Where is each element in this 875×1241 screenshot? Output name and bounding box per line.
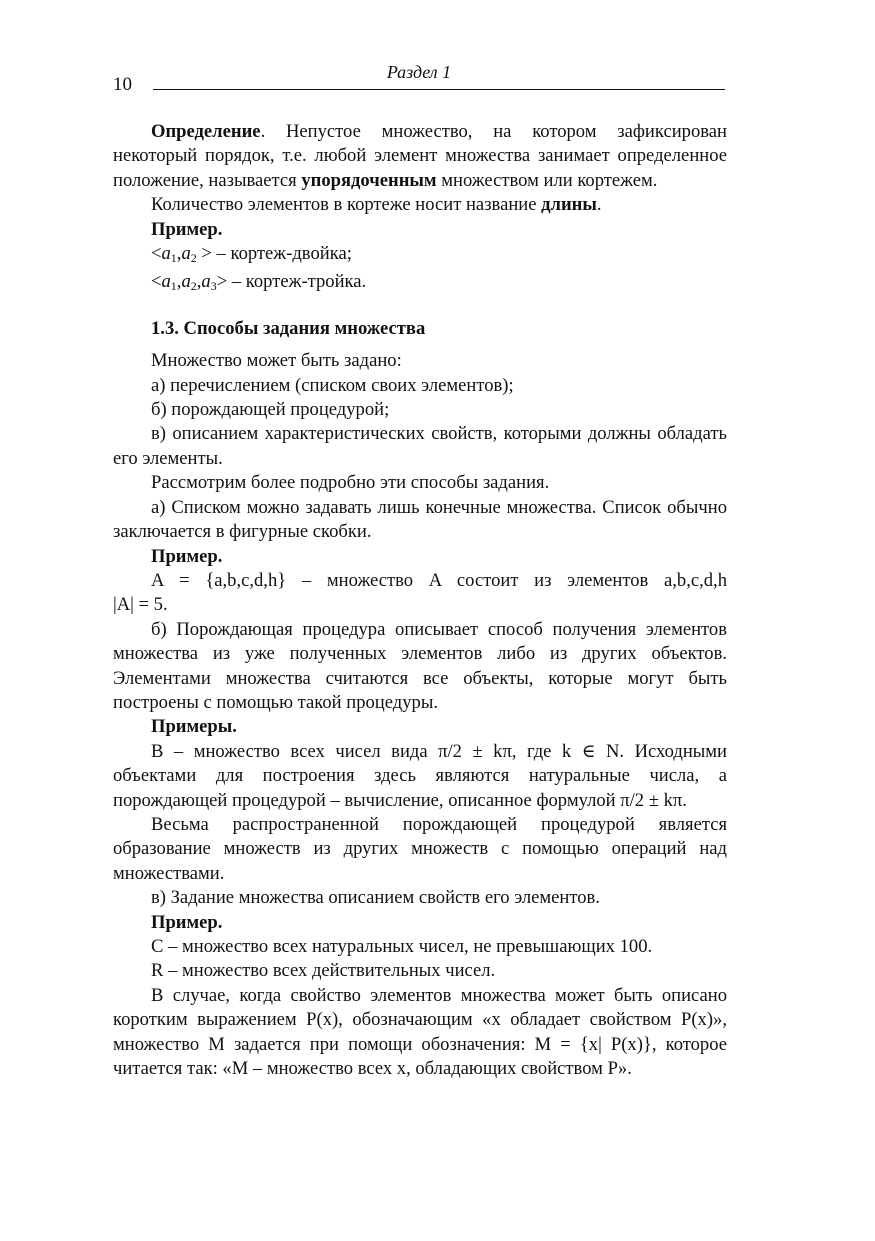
- definition-term: Определение: [151, 121, 261, 142]
- method-item-b: б) порождающей процедурой;: [151, 399, 390, 421]
- example-2-line-1-text: A = {a,b,c,d,h} – множество A состоит из элементов a,b,c,d,h: [151, 569, 727, 591]
- section-heading: 1.3. Способы задания множества: [151, 317, 426, 339]
- examples-3-text: B – множество всех чисел вида π/2 ± kπ, где k ∈ N. Исходными объектами для построения здесь являются натуральные числа, а порождающей процедурой – вычисление, описанное формулой π/2 ± kπ.: [113, 740, 727, 811]
- definition-text-2: множеством или кортежем.: [436, 169, 658, 191]
- length-text: Количество элементов в кортеже носит название: [151, 194, 542, 216]
- definition-paragraph: [113, 120, 727, 193]
- procedure-paragraph: б) Порождающая процедура описывает способ получения элементов множества из уже полученных элементов либо из других объектов. Элементами множества считаются все объекты, которые могут быть построены с помощью такой процедуры.: [113, 618, 727, 713]
- definition-text-1: . Непустое множество, на котором зафиксирован некоторый порядок, т.е. любой элемент множества занимает определенное положение, называется: [113, 121, 727, 191]
- final-paragraph: В случае, когда свойство элементов множества может быть описано коротким выражением P(x), обозначающим «x обладает свойством P(x)», множество M задается при помощи обозначения: M = {x| P(x)}, которое читается так: «M – множество всех x, обладающих свойством P».: [113, 984, 727, 1080]
- method-item-a: а) перечислением (списком своих элементов);: [151, 374, 514, 396]
- list-paragraph: а) Списком можно задавать лишь конечные множества. Список обычно заключается в фигурные скобки.: [113, 496, 727, 543]
- definition-bold-word: упорядоченным: [301, 169, 437, 191]
- methods-more: Рассмотрим более подробно эти способы задания.: [151, 472, 550, 494]
- example-2-line-2: |A| = 5.: [113, 594, 168, 616]
- method-item-c: в) описанием характеристических свойств, которыми должны обладать его элементы.: [113, 423, 727, 469]
- example-4-label: Пример.: [151, 911, 223, 933]
- page-header: [113, 62, 725, 102]
- length-paragraph: [113, 193, 727, 217]
- tuple-2-desc: – кортеж-двойка;: [211, 243, 352, 265]
- header-rule: [153, 89, 725, 90]
- operations-paragraph: Весьма распространенной порождающей процедурой является образование множеств из других множеств с помощью операций над множествами.: [113, 813, 727, 884]
- methods-intro: Множество может быть задано:: [151, 350, 402, 372]
- example-2-line-1: [113, 569, 727, 593]
- length-end: .: [596, 194, 602, 216]
- page-number: 10: [113, 74, 132, 95]
- tuple-2-line: $<a_1,a_2$ > – кортеж-двойка;: [151, 243, 352, 266]
- example-4-line-2: R – множество всех действительных чисел.: [151, 960, 496, 982]
- examples-3-label: Примеры.: [151, 716, 237, 738]
- tuple-3-line: $<a_1,a_2,a_3>$ – кортеж-тройка.: [151, 271, 367, 294]
- example-4-line-1: C – множество всех натуральных чисел, не превышающих 100.: [151, 936, 653, 957]
- length-bold-word: длины: [541, 194, 597, 216]
- running-title: Раздел 1: [386, 62, 452, 82]
- property-paragraph: в) Задание множества описанием свойств его элементов.: [151, 887, 600, 909]
- page-body: [113, 120, 727, 1081]
- example-1-label: Пример.: [151, 218, 223, 240]
- example-2-label: Пример.: [151, 545, 223, 567]
- tuple-3-desc: – кортеж-тройка.: [227, 271, 367, 293]
